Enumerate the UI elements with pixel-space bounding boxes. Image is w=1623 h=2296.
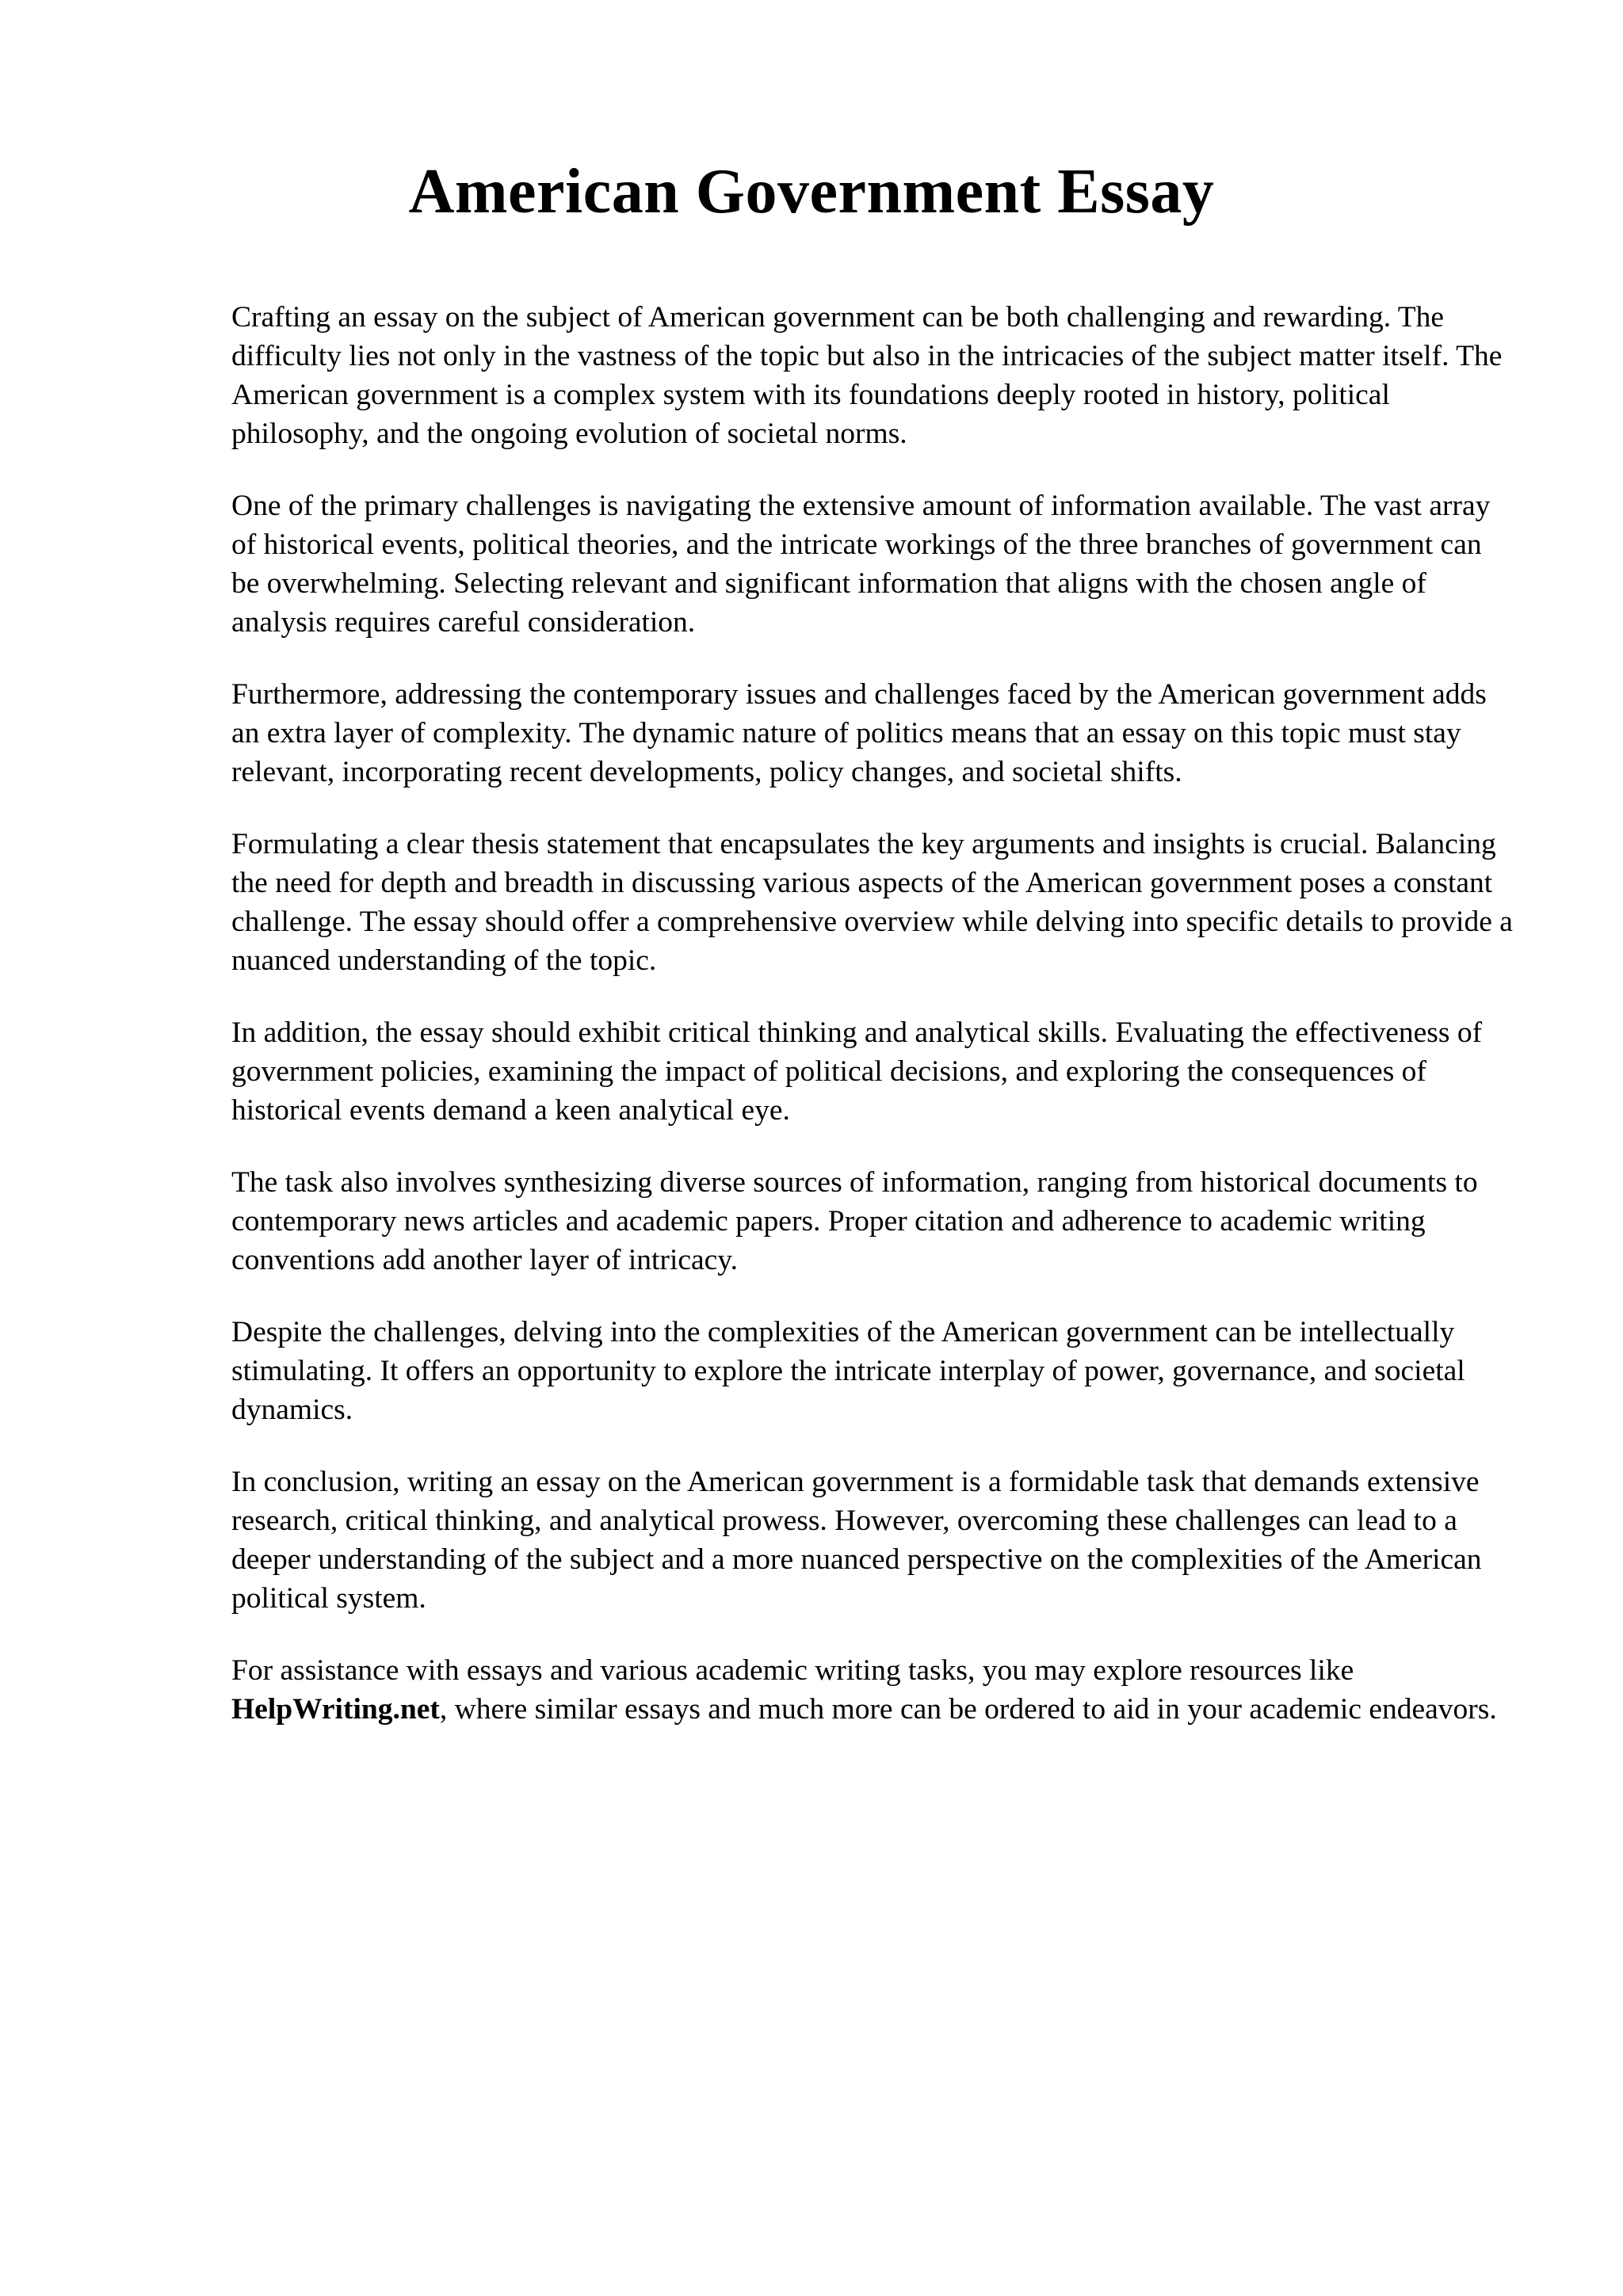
paragraph-6: The task also involves synthesizing diverse sources of information, ranging from historical documents to contemporary news articles and academic papers. Proper citation and adherence to academic writing conventions add another layer of intricacy. <box>231 1166 1478 1276</box>
helpwriting-link[interactable]: HelpWriting.net <box>231 1693 440 1726</box>
page-title: American Government Essay <box>408 157 1215 227</box>
paragraph-2: One of the primary challenges is navigating the extensive amount of information available. The vast array of historical events, political theories, and the intricate workings of the three branches of government can be overwhelming. Selecting relevant and significant information that aligns with the chosen angle of analysis requires careful consideration. <box>231 490 1491 639</box>
paragraph-5: In addition, the essay should exhibit critical thinking and analytical skills. Evaluating the effectiveness of government policies, examining the impact of political decisions, and exploring the consequences of historical events demand a keen analytical eye. <box>231 1016 1483 1127</box>
essay-body <box>231 298 1515 1729</box>
paragraph-4: Formulating a clear thesis statement that encapsulates the key arguments and insights is crucial. Balancing the need for depth and breadth in discussing various aspects of the American government poses a constant challenge. The essay should offer a comprehensive overview while delving into specific details to provide a nuanced understanding of the topic. <box>231 828 1513 977</box>
paragraph-8: In conclusion, writing an essay on the American government is a formidable task that demands extensive research, critical thinking, and analytical prowess. However, overcoming these challenges can lead to a deeper understanding of the subject and a more nuanced perspective on the complexities of the American political system. <box>231 1466 1482 1615</box>
paragraph-3: Furthermore, addressing the contemporary issues and challenges faced by the American government adds an extra layer of complexity. The dynamic nature of politics means that an essay on this topic must stay relevant, incorporating recent developments, policy changes, and societal shifts. <box>231 678 1487 788</box>
closing-paragraph <box>231 1651 1515 1729</box>
closing-text-before-link: For assistance with essays and various academic writing tasks, you may explore resources like <box>231 1654 1354 1687</box>
closing-text-after-link: , where similar essays and much more can be ordered to aid in your academic endeavors. <box>439 1693 1497 1726</box>
paragraph-1: Crafting an essay on the subject of American government can be both challenging and rewarding. The difficulty lies not only in the vastness of the topic but also in the intricacies of the subject matter itself. The American government is a complex system with its foundations deeply rooted in history, political philosophy, and the ongoing evolution of societal norms. <box>231 301 1503 450</box>
paragraph-7: Despite the challenges, delving into the complexities of the American government can be intellectually stimulating. It offers an opportunity to explore the intricate interplay of power, governance, and societal dynamics. <box>231 1316 1465 1426</box>
